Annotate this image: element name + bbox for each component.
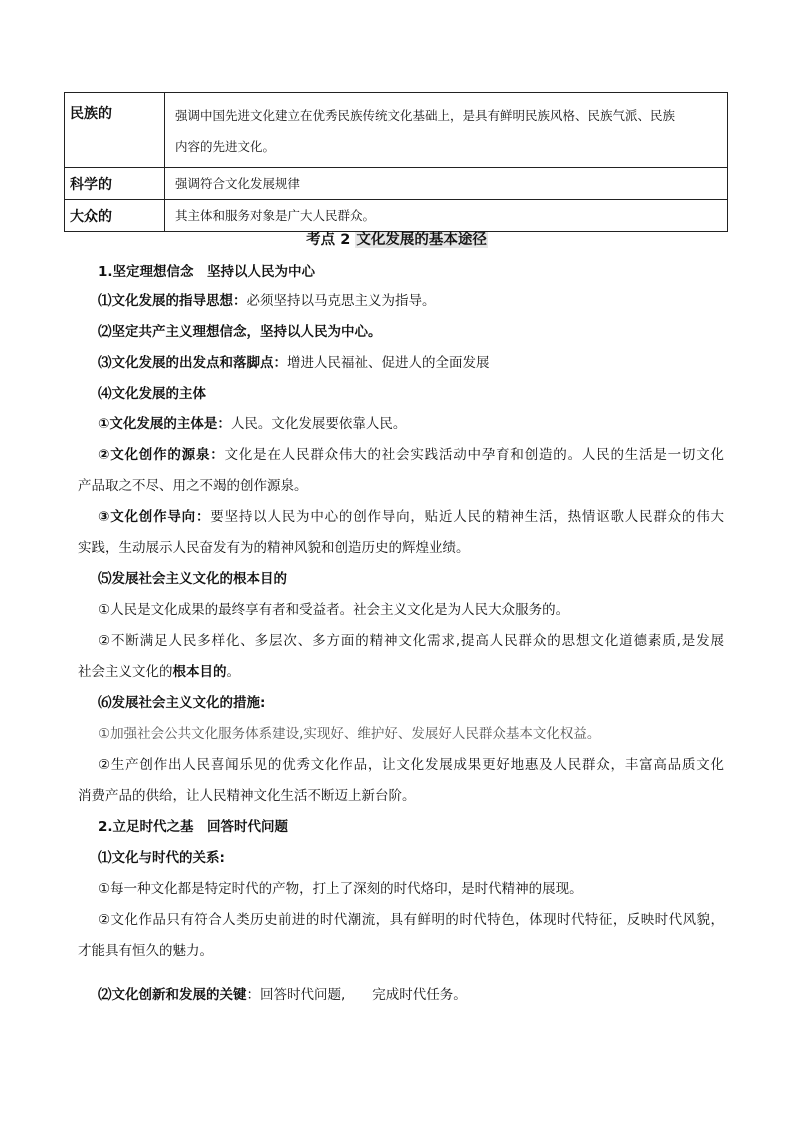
paragraph-label: ①文化发展的主体是：: [98, 416, 231, 432]
section-title-text: 文化发展的基本途径: [356, 232, 487, 248]
heading-2: 2.立足时代之基 回答时代问题: [98, 819, 289, 835]
table-row: [65, 93, 728, 168]
paragraph-continuation: 实践，生动展示人民奋发有为的精神风貌和创造历史的辉煌业绩。: [78, 540, 470, 556]
paragraph: [98, 445, 724, 465]
paragraph-label: ⑶文化发展的出发点和落脚点：: [98, 355, 287, 371]
term-cell: 大众的: [65, 200, 165, 232]
paragraph-text: ：回答时代问题, 完成时代任务。: [246, 987, 467, 1003]
paragraph-text: 必须坚持以马克思主义为指导。: [246, 293, 436, 309]
description-cell: 其主体和服务对象是广大人民群众。: [165, 200, 728, 232]
paragraph: ⑴文化与时代的关系:: [98, 850, 225, 866]
section-title: [0, 228, 794, 249]
paragraph: ①加强社会公共文化服务体系建设,实现好、维护好、发展好人民群众基本文化权益。: [98, 726, 601, 742]
paragraph-text: 。: [226, 664, 240, 680]
term-cell: 科学的: [65, 168, 165, 200]
paragraph: ⑸发展社会主义文化的根本目的: [98, 571, 287, 587]
paragraph: [98, 291, 724, 311]
paragraph-continuation: [78, 662, 724, 682]
paragraph-text: 文化是在人民群众伟大的社会实践活动中孕育和创造的。人民的生活是一切文化: [224, 447, 724, 463]
description-line: 内容的先进文化。: [175, 139, 276, 154]
paragraph-text: 要坚持以人民为中心的创作导向，贴近人民的精神生活，热情讴歌人民群众的伟大: [210, 509, 725, 525]
paragraph: [98, 353, 724, 373]
paragraph: [98, 985, 724, 1005]
paragraph: ⑵坚定共产主义理想信念，坚持以人民为中心。: [98, 324, 382, 340]
paragraph-label: ⑵文化创新和发展的关键: [98, 987, 247, 1003]
paragraph-text: 社会主义文化的: [78, 664, 173, 680]
table-row: [65, 200, 728, 232]
paragraph: ①每一种文化都是特定时代的产物，打上了深刻的时代烙印，是时代精神的展现。: [98, 881, 583, 897]
description-line: 强调中国先进文化建立在优秀民族传统文化基础上，是具有鲜明民族风格、民族气派、民族: [175, 108, 676, 123]
paragraph-label: ③文化创作导向：: [98, 509, 211, 525]
paragraph-continuation: 产品取之不尽、用之不竭的创作源泉。: [78, 478, 308, 494]
paragraph: [98, 414, 724, 434]
definition-table: [64, 92, 728, 232]
paragraph: ②文化作品只有符合人类历史前进的时代潮流，具有鲜明的时代特色，体现时代特征，反映时代风貌，: [98, 912, 724, 928]
paragraph: [98, 507, 724, 527]
paragraph-continuation: 才能具有恒久的魅力。: [78, 943, 213, 959]
heading-1: 1.坚定理想信念 坚持以人民为中心: [98, 264, 316, 280]
table-row: [65, 168, 728, 200]
paragraph-text: 人民。文化发展要依靠人民。: [230, 416, 407, 432]
description-cell: 强调符合文化发展规律: [165, 168, 728, 200]
paragraph: ①人民是文化成果的最终享有者和受益者。社会主义文化是为人民大众服务的。: [98, 602, 570, 618]
paragraph: ⑹发展社会主义文化的措施:: [98, 695, 266, 711]
section-prefix: 考点 2: [306, 232, 356, 248]
paragraph: ⑷文化发展的主体: [98, 386, 206, 402]
paragraph: ②生产创作出人民喜闻乐见的优秀文化作品，让文化发展成果更好地惠及人民群众，丰富高品质文化: [98, 757, 724, 773]
paragraph-label: ⑴文化发展的指导思想：: [98, 293, 247, 309]
description-cell: [165, 93, 728, 168]
paragraph-label: ②文化创作的源泉：: [98, 447, 225, 463]
term-cell: 民族的: [65, 93, 165, 168]
paragraph-text: 增进人民福祉、促进人的全面发展: [287, 355, 490, 371]
paragraph: ②不断满足人民多样化、多层次、多方面的精神文化需求,提高人民群众的思想文化道德素质,是发展: [98, 633, 724, 649]
key-term: 根本目的: [172, 664, 227, 680]
paragraph-continuation: 消费产品的供给，让人民精神文化生活不断迈上新台阶。: [78, 788, 416, 804]
